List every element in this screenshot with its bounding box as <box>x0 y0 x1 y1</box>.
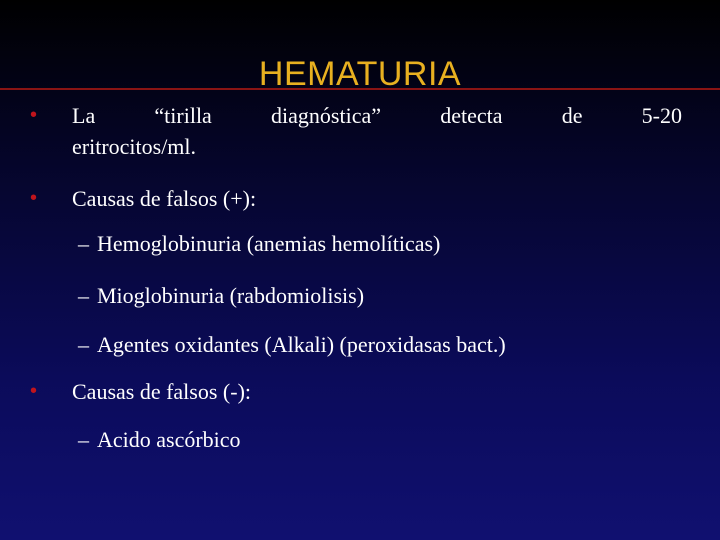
bullet-icon: • <box>30 104 38 126</box>
bullet-icon: • <box>30 187 38 209</box>
dash-icon: – <box>78 283 89 308</box>
sub-item-hemoglobinuria <box>78 229 440 259</box>
word: detecta <box>440 103 503 128</box>
word: La <box>72 103 96 128</box>
bullet-1-text <box>72 100 680 162</box>
word: diagnóstica” <box>271 103 381 128</box>
bullet-1-line-1 <box>72 100 682 131</box>
dash-icon: – <box>78 427 89 452</box>
dash-icon: – <box>78 231 89 256</box>
bullet-2 <box>30 183 680 214</box>
sub-item-acido-ascorbico <box>78 425 241 455</box>
word: de <box>561 103 583 128</box>
sub-item-agentes-oxidantes <box>78 330 506 360</box>
bullet-2-text: Causas de falsos (+): <box>72 186 257 211</box>
bullet-icon: • <box>30 380 38 402</box>
bullet-1 <box>30 100 680 162</box>
sub-item-text: Agentes oxidantes (Alkali) (peroxidasas bact.) <box>97 332 506 357</box>
sub-item-text: Mioglobinuria (rabdomiolisis) <box>97 283 365 308</box>
slide-title: HEMATURIA <box>258 55 462 93</box>
sub-item-text: Acido ascórbico <box>97 427 241 452</box>
bullet-1-line-2: eritrocitos/ml. <box>72 134 197 159</box>
word: “tirilla <box>154 103 212 128</box>
bullet-3-text: Causas de falsos (-): <box>72 379 252 404</box>
bullet-3 <box>30 376 680 407</box>
sub-item-text: Hemoglobinuria (anemias hemolíticas) <box>97 231 441 256</box>
sub-item-mioglobinuria <box>78 281 364 311</box>
dash-icon: – <box>78 332 89 357</box>
word: 5-20 <box>641 103 682 128</box>
